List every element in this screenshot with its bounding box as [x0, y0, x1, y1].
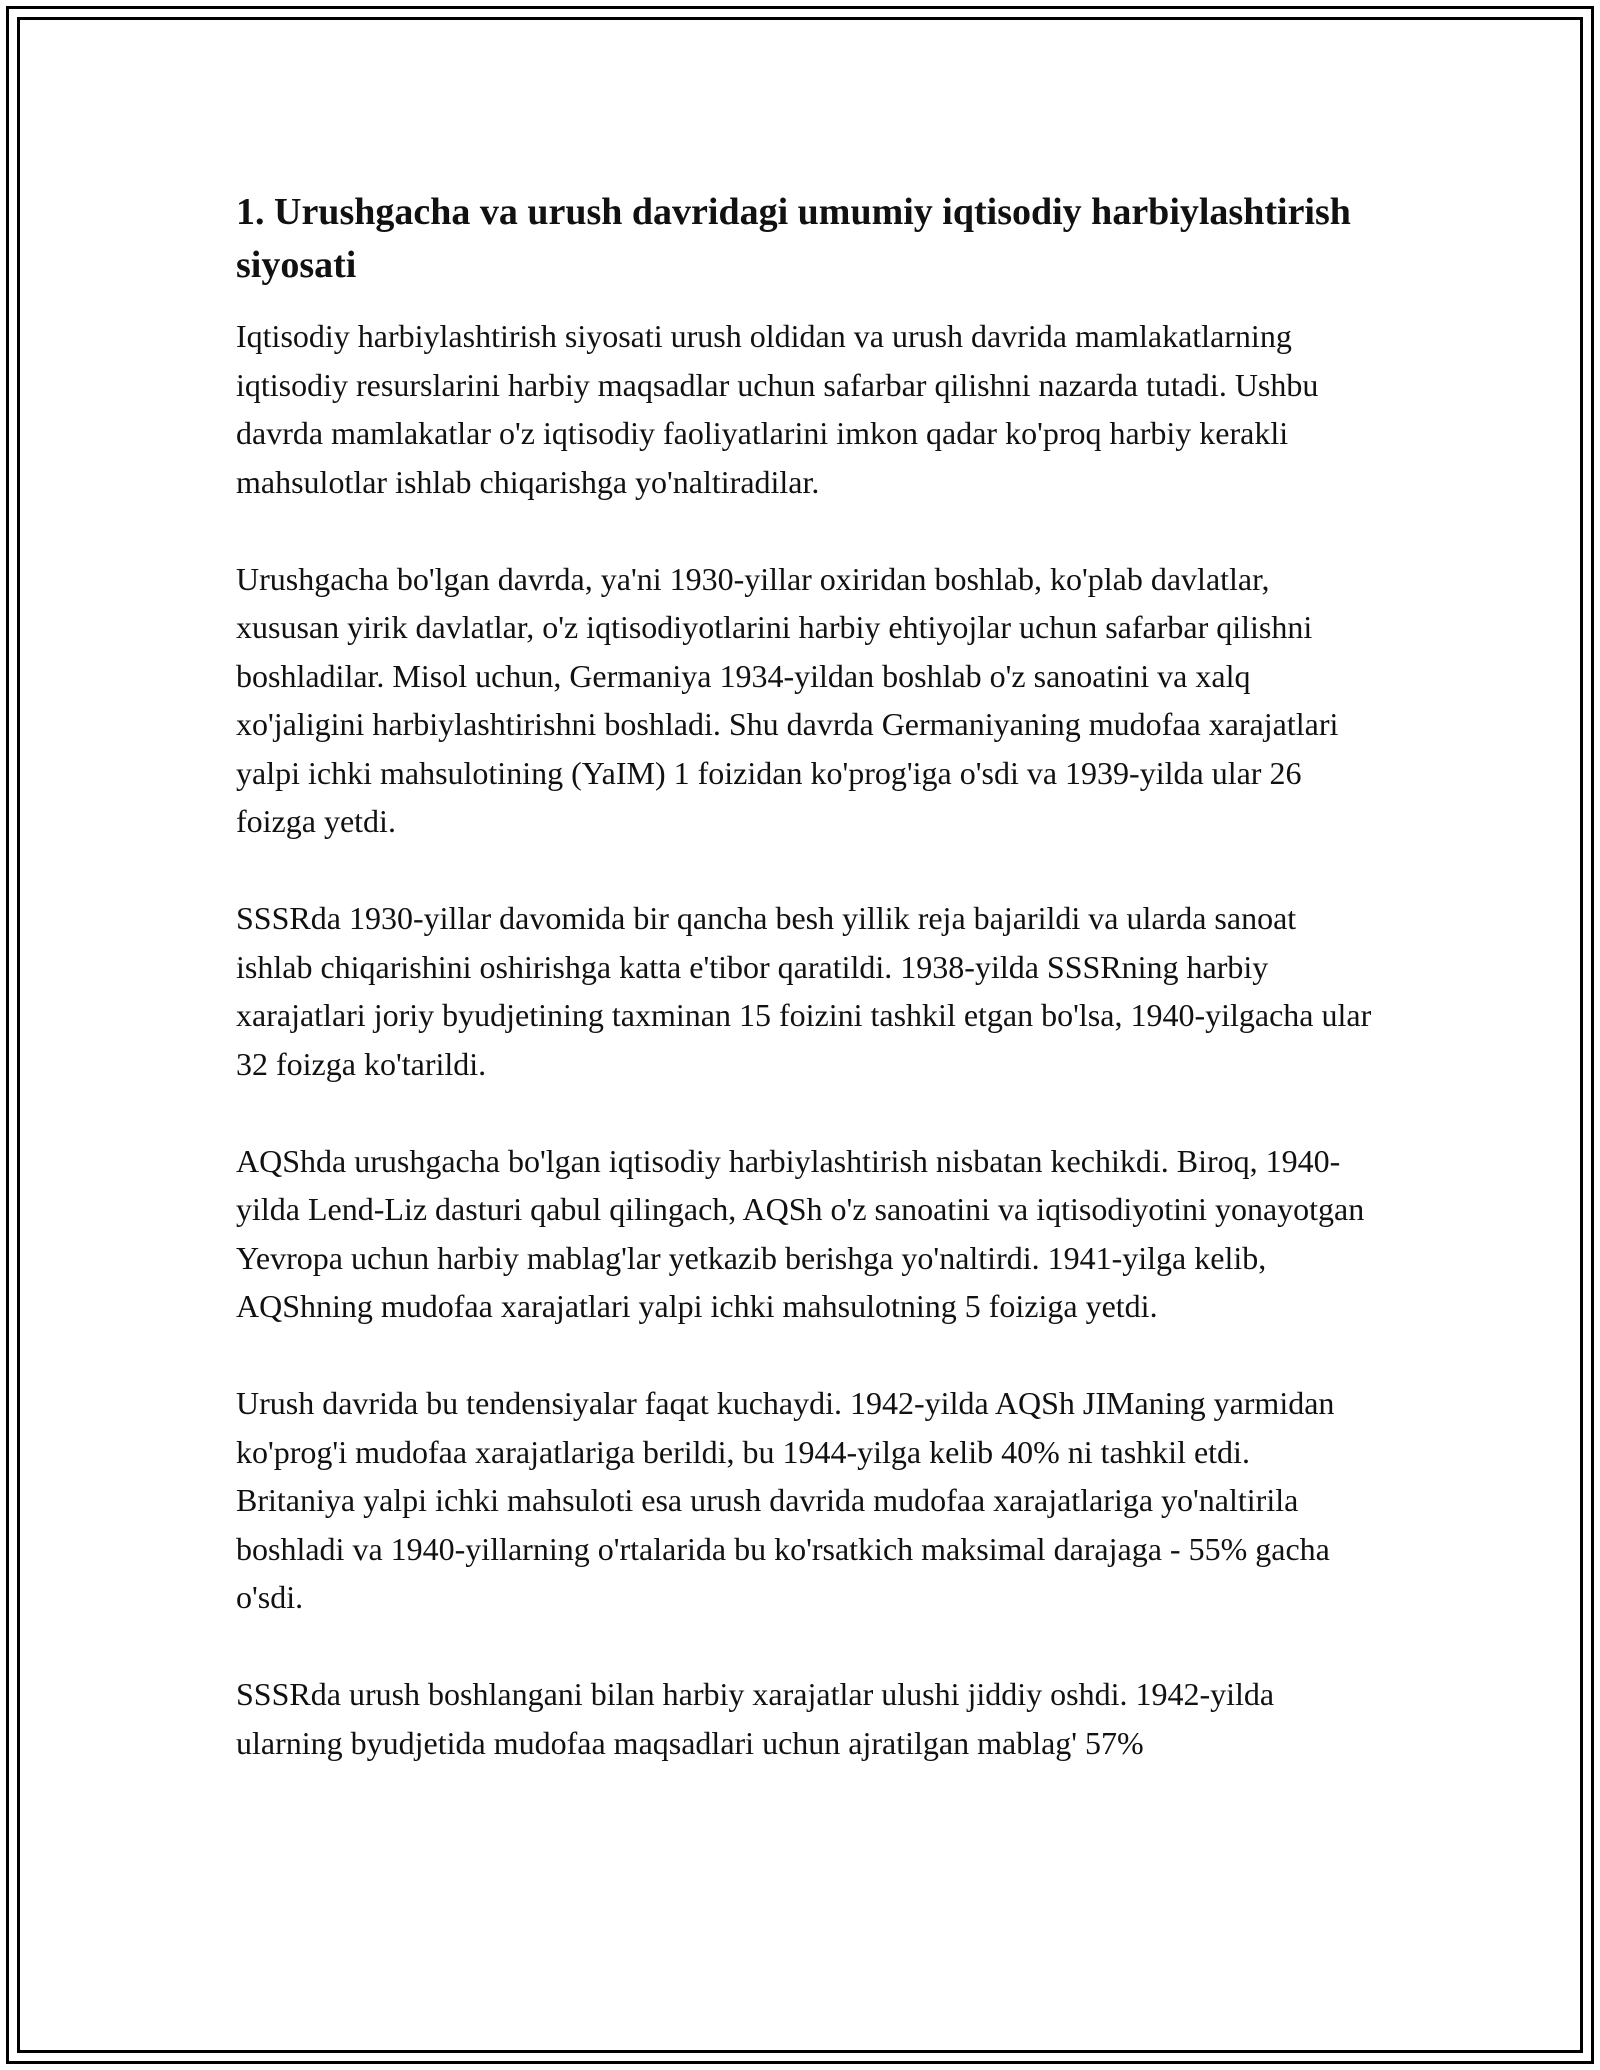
paragraph: SSSRda 1930-yillar davomida bir qancha besh yillik reja bajarildi va ularda sanoat ishlab chiqarishini oshirishga katta e'tibor qaratildi. 1938-yilda SSSRning harbiy xarajatlari joriy byudjetining taxminan 15 foizini tashkil etgan bo'lsa, 1940-yilgacha ular 32 foizga ko'tarildi.	[236, 900, 1372, 1082]
paragraph: AQShda urushgacha bo'lgan iqtisodiy harbiylashtirish nisbatan kechikdi. Biroq, 1940-yilda Lend-Liz dasturi qabul qilingach, AQSh o'z sanoatini va iqtisodiyotini yonayotgan Yevropa uchun harbiy mablag'lar yetkazib berishga yo'naltirdi. 1941-yilga kelib, AQShning mudofaa xarajatlari yalpi ichki mahsulotning 5 foiziga yetdi.	[236, 1142, 1365, 1324]
paragraph: SSSRda urush boshlangani bilan harbiy xarajatlar ulushi jiddiy oshdi. 1942-yilda ularning byudjetida mudofaa maqsadlari uchun ajratilgan mablag' 57%	[236, 1676, 1275, 1761]
paragraph: Urushgacha bo'lgan davrda, ya'ni 1930-yillar oxiridan boshlab, ko'plab davlatlar, xususan yirik davlatlar, o'z iqtisodiyotlarini harbiy ehtiyojlar uchun safarbar qilishni boshladilar. Misol uchun, Germaniya 1934-yildan boshlab o'z sanoatini va xalq xo'jaligini harbiylashtirishni boshladi. Shu davrda Germaniyaning mudofaa xarajatlari yalpi ichki mahsulotining (YaIM) 1 foizidan ko'prog'iga o'sdi va 1939-yilda ular 26 foizga yetdi.	[236, 560, 1339, 839]
document-body	[236, 186, 1376, 1816]
section-heading: 1. Urushgacha va urush davridagi umumiy iqtisodiy harbiylashtirish siyosati	[236, 191, 1351, 286]
paragraph: Iqtisodiy harbiylashtirish siyosati urush oldidan va urush davrida mamlakatlarning iqtisodiy resurslarini harbiy maqsadlar uchun safarbar qilishni nazarda tutadi. Ushbu davrda mamlakatlar o'z iqtisodiy faoliyatlarini imkon qadar ko'proq harbiy kerakli mahsulotlar ishlab chiqarishga yo'naltiradilar.	[236, 318, 1319, 500]
paragraph: Urush davrida bu tendensiyalar faqat kuchaydi. 1942-yilda AQSh JIManing yarmidan ko'prog'i mudofaa xarajatlariga berildi, bu 1944-yilga kelib 40% ni tashkil etdi. Britaniya yalpi ichki mahsuloti esa urush davrida mudofaa xarajatlariga yo'naltirila boshladi va 1940-yillarning o'rtalarida bu ko'rsatkich maksimal darajaga - 55% gacha o'sdi.	[236, 1385, 1335, 1615]
